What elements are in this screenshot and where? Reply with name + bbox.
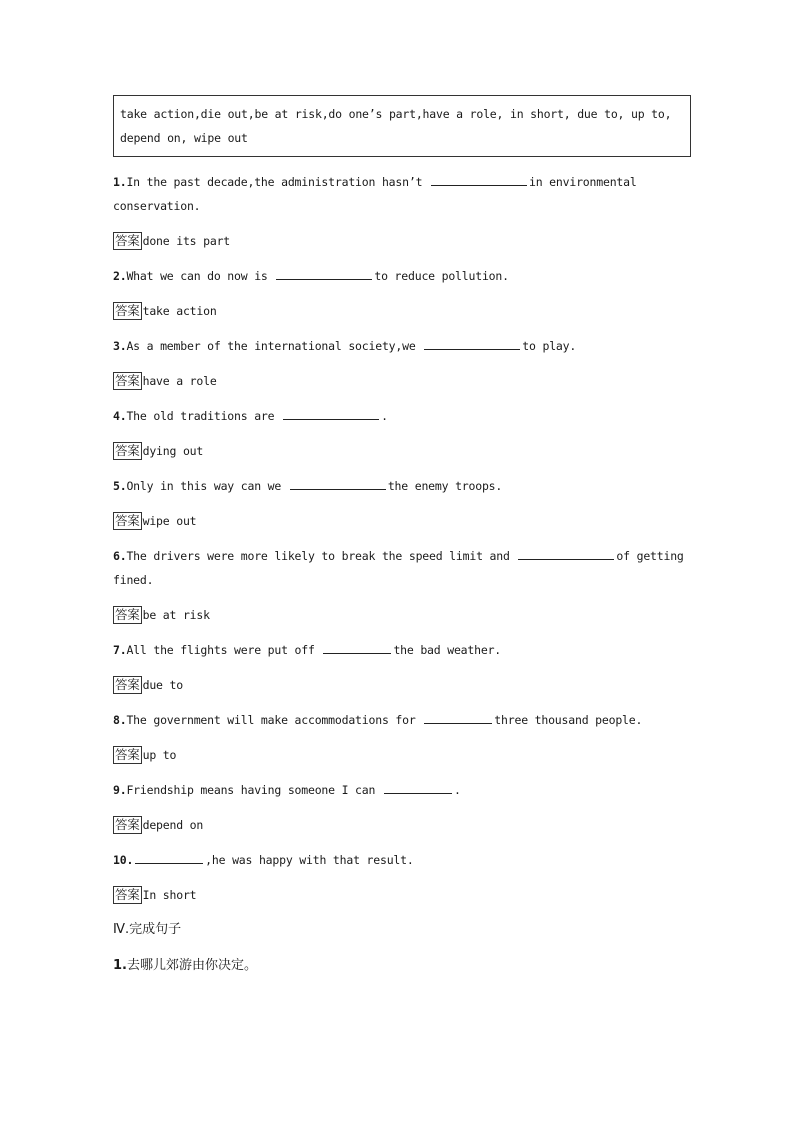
question-text-after: in environmental — [529, 175, 637, 189]
answer-5 — [113, 511, 691, 531]
question-text-line2: fined. — [113, 573, 154, 587]
answer-4 — [113, 441, 691, 461]
cn-question-1 — [113, 955, 691, 977]
answer-blank — [290, 475, 386, 490]
question-number: 7. — [113, 643, 127, 657]
section-title: Ⅳ.完成句子 — [113, 922, 182, 937]
question-8 — [113, 708, 691, 732]
answer-text: have a role — [142, 374, 217, 388]
question-text-after: to reduce pollution. — [374, 269, 509, 283]
answer-10 — [113, 885, 691, 905]
question-text-before: The old traditions are — [126, 409, 282, 423]
question-text-after: the bad weather. — [393, 643, 502, 657]
answer-text: take action — [142, 304, 217, 318]
answer-text: due to — [142, 678, 183, 692]
answer-blank — [424, 709, 492, 724]
answer-blank — [323, 639, 391, 654]
answer-tag: 答案 — [115, 373, 140, 388]
question-text-before: The government will make accommodations for — [126, 713, 423, 727]
answer-6 — [113, 605, 691, 625]
question-text-after: three thousand people. — [494, 713, 643, 727]
question-2 — [113, 264, 691, 288]
question-number: 10. — [113, 853, 134, 867]
question-number: 5. — [113, 479, 127, 493]
answer-2 — [113, 301, 691, 321]
answer-text: done its part — [142, 234, 231, 248]
answer-text: wipe out — [142, 514, 197, 528]
question-text-before: The drivers were more likely to break the speed limit and — [126, 549, 517, 563]
answer-3 — [113, 371, 691, 391]
question-5 — [113, 474, 691, 498]
answer-7 — [113, 675, 691, 695]
question-text-line2: conservation. — [113, 199, 201, 213]
answer-1 — [113, 231, 691, 251]
answer-text: dying out — [142, 444, 204, 458]
word-bank-line-2: depend on, wipe out — [120, 131, 248, 145]
answer-blank — [384, 779, 452, 794]
question-text-after: the enemy troops. — [387, 479, 503, 493]
answer-tag: 答案 — [115, 887, 140, 902]
answer-text: In short — [142, 888, 197, 902]
question-text-before: As a member of the international society,we — [126, 339, 423, 353]
answer-9 — [113, 815, 691, 835]
answer-tag: 答案 — [115, 607, 140, 622]
question-7 — [113, 638, 691, 662]
question-text-after: to play. — [522, 339, 577, 353]
question-number: 9. — [113, 783, 127, 797]
answer-tag: 答案 — [115, 513, 140, 528]
question-text-before: Only in this way can we — [126, 479, 288, 493]
question-text-before: In the past decade,the administration hasn’t — [126, 175, 430, 189]
answer-blank — [431, 171, 527, 186]
question-number: 1. — [113, 958, 127, 973]
worksheet-page — [113, 95, 691, 977]
answer-tag: 答案 — [115, 233, 140, 248]
question-text-after: . — [381, 409, 388, 423]
answer-text: depend on — [142, 818, 204, 832]
question-3 — [113, 334, 691, 358]
question-6 — [113, 544, 691, 592]
question-text-before: What we can do now is — [126, 269, 275, 283]
word-bank-line-1: take action,die out,be at risk,do one’s part,have a role, in short, due to, up to, — [120, 107, 672, 121]
answer-tag: 答案 — [115, 817, 140, 832]
question-number: 1. — [113, 175, 127, 189]
answer-blank — [518, 545, 614, 560]
question-number: 2. — [113, 269, 127, 283]
question-number: 8. — [113, 713, 127, 727]
question-number: 3. — [113, 339, 127, 353]
question-1 — [113, 170, 691, 218]
answer-tag: 答案 — [115, 443, 140, 458]
question-4 — [113, 404, 691, 428]
question-text-after: ,he was happy with that result. — [205, 853, 414, 867]
question-number: 6. — [113, 549, 127, 563]
question-text-before: All the flights were put off — [126, 643, 322, 657]
answer-tag: 答案 — [115, 677, 140, 692]
answer-blank — [135, 849, 203, 864]
question-9 — [113, 778, 691, 802]
answer-8 — [113, 745, 691, 765]
answer-blank — [276, 265, 372, 280]
answer-tag: 答案 — [115, 303, 140, 318]
question-number: 4. — [113, 409, 127, 423]
question-10 — [113, 848, 691, 872]
answer-blank — [283, 405, 379, 420]
question-text-after: . — [453, 783, 461, 797]
question-text-after: of getting — [616, 549, 684, 563]
question-text-before: Friendship means having someone I can — [126, 783, 382, 797]
answer-text: up to — [142, 748, 177, 762]
answer-blank — [424, 335, 520, 350]
answer-text: be at risk — [142, 608, 210, 622]
question-text: 去哪儿郊游由你决定。 — [126, 958, 257, 973]
word-bank-box — [113, 95, 691, 157]
answer-tag: 答案 — [115, 747, 140, 762]
